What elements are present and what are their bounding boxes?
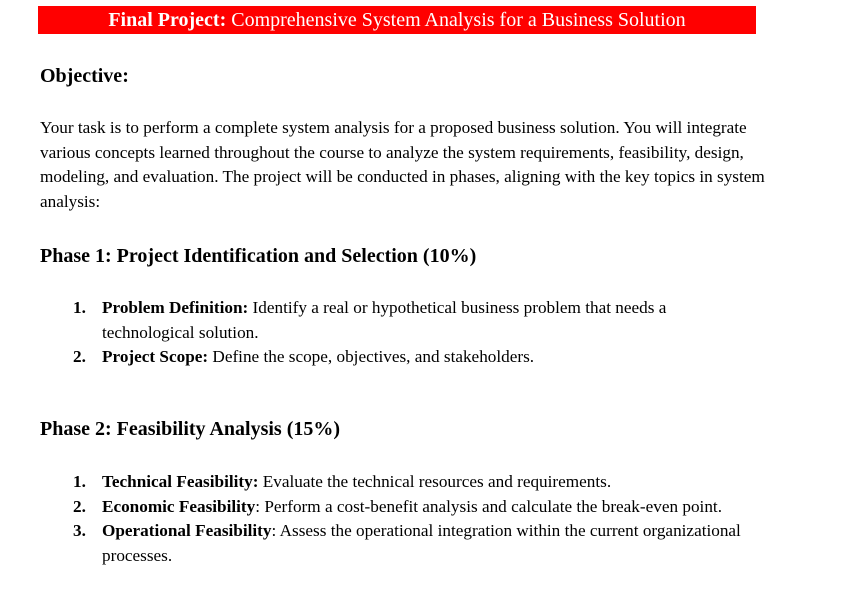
phase-2-label: Phase 2: <box>40 418 112 440</box>
title-text: Comprehensive System Analysis for a Business Solution <box>226 9 686 31</box>
list-item <box>0 495 742 520</box>
title-label: Final Project: <box>108 9 227 31</box>
item-term: Problem Definition: <box>102 298 249 317</box>
item-term: Economic Feasibility <box>102 496 256 516</box>
item-text: Evaluate the technical resources and requirements. <box>258 472 612 491</box>
list-number: 1. <box>73 298 86 317</box>
phase-2-heading <box>40 417 340 441</box>
list-item <box>0 345 742 370</box>
list-number: 2. <box>73 347 86 366</box>
list-item <box>0 296 742 345</box>
phase-2-title: Feasibility Analysis (15%) <box>111 418 341 440</box>
list-number: 1. <box>73 472 86 491</box>
list-item <box>0 470 742 495</box>
item-text: : Assess the operational integration within the current organizational processes. <box>102 521 741 565</box>
phase-1-heading <box>40 244 476 268</box>
phase-1-title: Project Identification and Selection (10%) <box>111 245 477 267</box>
item-term: Technical Feasibility: <box>102 472 259 491</box>
item-term: Operational Feasibility <box>102 521 272 540</box>
item-text: : Perform a cost-benefit analysis and calculate the break-even point. <box>255 496 722 516</box>
objective-heading: Objective: <box>40 65 129 87</box>
phase-1-label: Phase 1: <box>40 245 112 267</box>
list-number: 2. <box>73 496 86 516</box>
list-number: 3. <box>73 521 86 540</box>
item-text: Define the scope, objectives, and stakeholders. <box>208 347 535 366</box>
objective-paragraph: Your task is to perform a complete system analysis for a proposed business solution. You will integrate various concepts learned throughout the course to analyze the system requirements, feasibility, design, modeling, and evaluation. The project will be conducted in phases, aligning with the key topics in system analysis: <box>40 118 765 211</box>
item-text: Identify a real or hypothetical business problem that needs a technological solution. <box>102 298 667 342</box>
title-banner <box>38 6 756 34</box>
item-term: Project Scope: <box>102 347 209 366</box>
phase-1-list <box>0 296 742 370</box>
list-item <box>0 519 742 568</box>
phase-2-list <box>0 470 742 568</box>
